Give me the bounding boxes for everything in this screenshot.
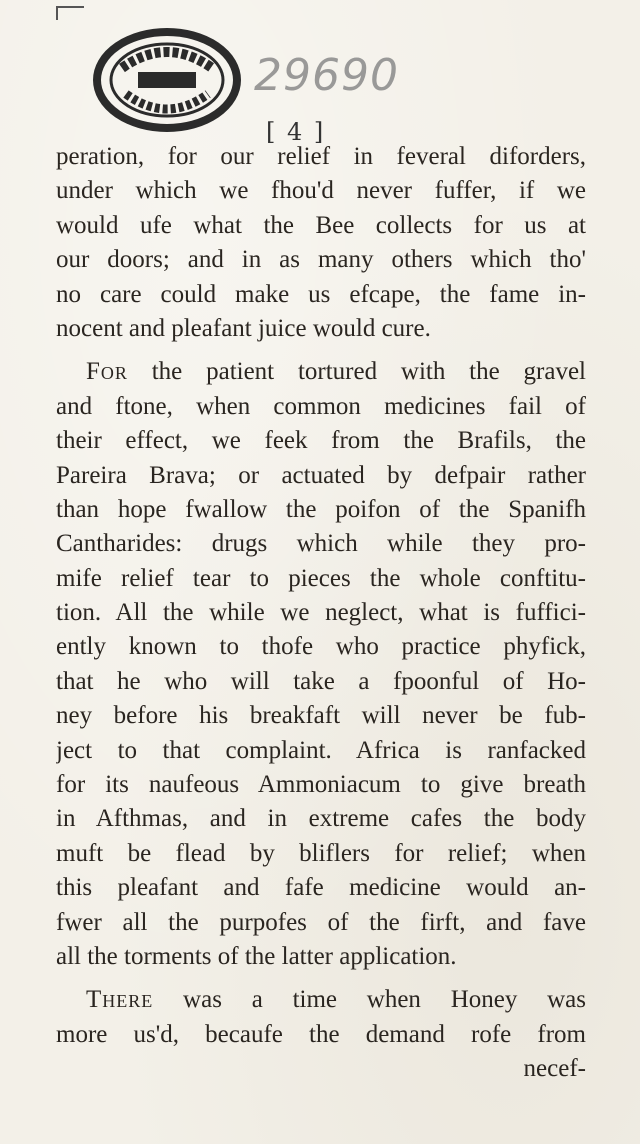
text-line: and ftone, when common medicines fail of (56, 392, 586, 420)
text-line: peration, for our relief in feveral diforders, (56, 143, 586, 170)
text-line: this pleafant and fafe medicine would an- (56, 874, 586, 902)
text-line: than hope fwallow the poifon of the Spanifh (56, 495, 586, 523)
text-line: muft be flead by bliflers for relief; when (56, 839, 586, 867)
text-line: their effect, we feek from the Brafils, the (56, 427, 586, 455)
corner-mark (56, 6, 84, 20)
text-line: more us'd, becaufe the demand rofe from (56, 1020, 586, 1048)
text-line: fwer all the purpofes of the firft, and fave (56, 908, 586, 936)
text-line: ject to that complaint. Africa is ranfacked (56, 736, 586, 764)
paragraph-rest: the patient tortured with the gravel (127, 358, 586, 386)
text-line: nocent and pleafant juice would cure. (56, 314, 431, 342)
text-line: ently known to thofe who practice phyfick, (56, 633, 586, 661)
paragraph-lead-word: For (86, 358, 128, 386)
stamp-graphic (92, 28, 242, 132)
paragraph-gap (56, 974, 586, 983)
text-line: that he who will take a fpoonful of Ho- (56, 667, 586, 695)
text-line (56, 355, 586, 389)
text-line: ney before his breakfaft will never be fub- (56, 702, 586, 730)
text-line: under which we fhou'd never fuffer, if we (56, 177, 586, 205)
paragraph-lead-word: There (86, 986, 154, 1014)
text-line (56, 983, 586, 1017)
text-line: no care could make us efcape, the fame in- (56, 280, 586, 308)
paragraph-gap (56, 346, 586, 355)
library-stamp-icon (92, 28, 242, 132)
body-text (56, 140, 586, 1087)
paragraph-rest: was a time when Honey was (153, 986, 586, 1014)
text-line: in Afthmas, and in extreme cafes the body (56, 805, 586, 833)
text-line: necef- (523, 1055, 586, 1083)
text-line: would ufe what the Bee collects for us at (56, 211, 586, 239)
text-line: for its naufeous Ammoniacum to give breath (56, 771, 586, 799)
text-line: Cantharides: drugs which while they pro- (56, 530, 586, 558)
text-line: Pareira Brava; or actuated by defpair rather (56, 461, 586, 489)
text-line: mife relief tear to pieces the whole conftitu- (56, 564, 586, 592)
text-line: our doors; and in as many others which tho' (56, 246, 586, 274)
text-line: tion. All the while we neglect, what is fuffici- (56, 599, 586, 627)
page-number: [ 4 ] (266, 118, 326, 146)
accession-number: 29690 (254, 50, 399, 101)
text-line: all the torments of the latter application. (56, 942, 457, 970)
